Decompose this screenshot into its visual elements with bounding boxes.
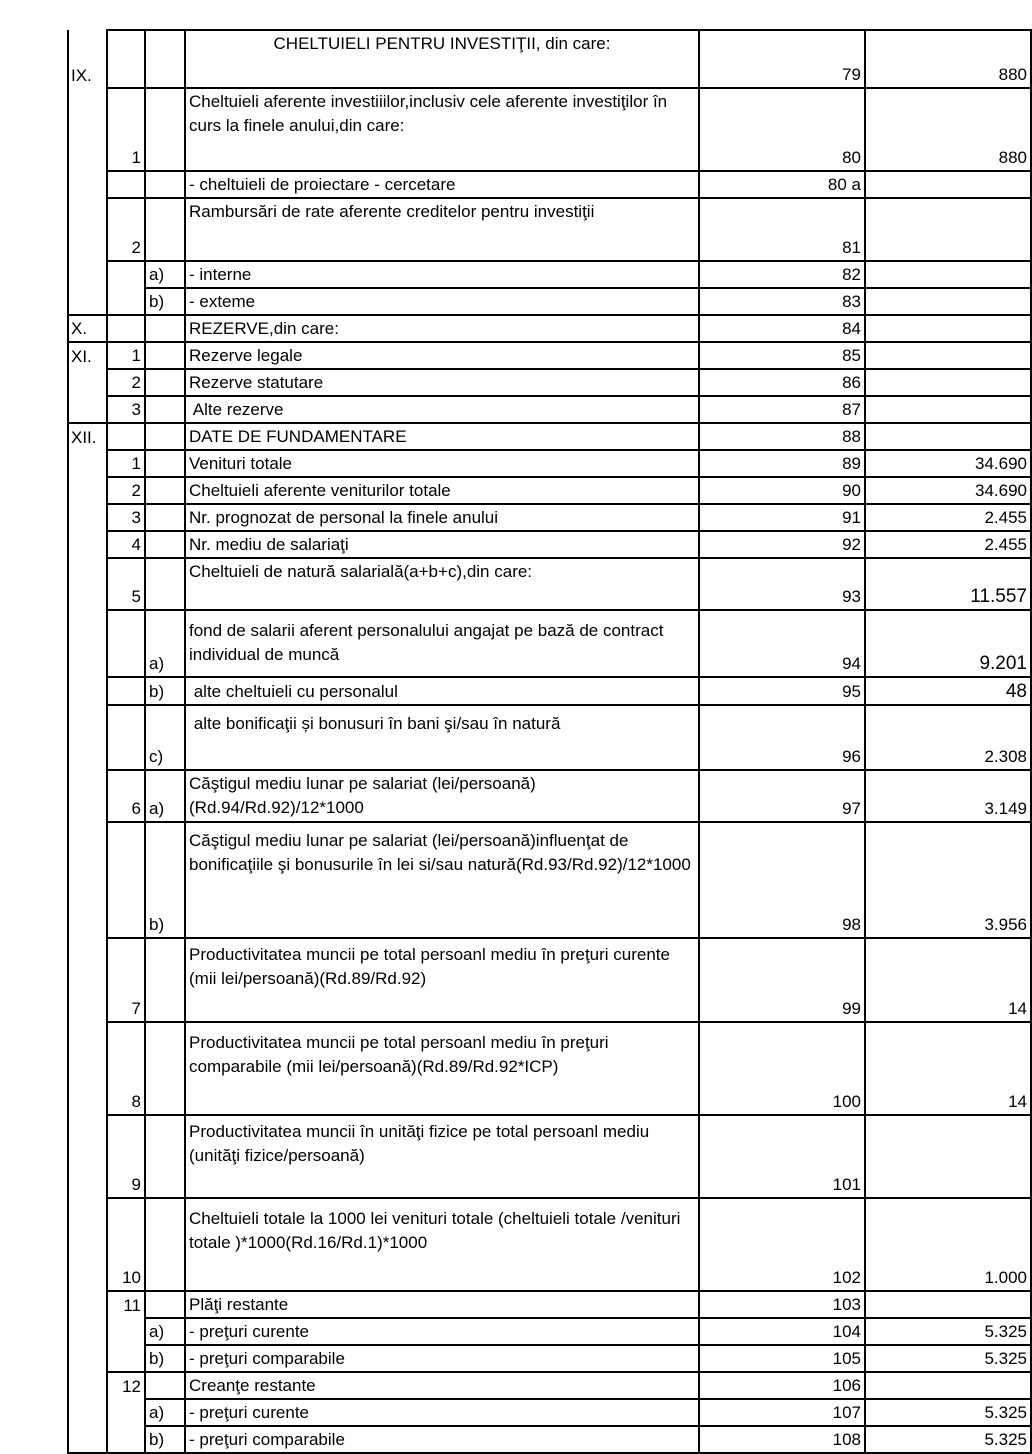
table-row [68,677,1031,705]
label-cell: Plăţi restante [185,1291,699,1318]
row-code-cell: 90 [699,477,865,504]
value-cell [865,369,1031,396]
label-cell: alte cheltuieli cu personalul [185,677,699,705]
row-code-cell: 80 a [699,171,865,198]
table-row [68,450,1031,477]
table-row [68,261,1031,288]
roman-cell [68,1198,107,1291]
table-row [68,369,1031,396]
value-cell [865,288,1031,315]
roman-cell [68,558,107,610]
roman-cell [68,450,107,477]
item-number-cell [107,288,145,315]
table-row [68,315,1031,342]
row-code-cell: 91 [699,504,865,531]
label-cell: - preţuri curente [185,1399,699,1426]
table-row [68,396,1031,423]
value-cell [865,1372,1031,1399]
row-code-cell: 99 [699,938,865,1022]
label-cell: Rambursări de rate aferente creditelor pentru investiţii [185,198,699,261]
roman-cell [68,938,107,1022]
sub-letter-cell [145,315,185,342]
row-code-cell: 107 [699,1399,865,1426]
sub-letter-cell [145,423,185,450]
sub-letter-cell [145,88,185,171]
table-row [68,822,1031,938]
sub-letter-cell: b) [145,288,185,315]
label-cell: Căştigul mediu lunar pe salariat (lei/persoană)(Rd.94/Rd.92)/12*1000 [185,770,699,822]
value-cell: 5.325 [865,1345,1031,1372]
item-number-cell: 8 [107,1022,145,1115]
item-number-cell [107,705,145,770]
row-code-cell: 103 [699,1291,865,1318]
sub-letter-cell: b) [145,822,185,938]
label-cell: Cheltuieli aferente veniturilor totale [185,477,699,504]
value-cell [865,342,1031,369]
table-row [68,171,1031,198]
item-number-cell: 1 [107,450,145,477]
row-code-cell: 89 [699,450,865,477]
sub-letter-cell [145,938,185,1022]
value-cell: 3.149 [865,770,1031,822]
roman-cell [68,1372,107,1399]
table-row [68,198,1031,261]
roman-cell [68,369,107,396]
row-code-cell: 94 [699,610,865,677]
sub-letter-cell [145,1198,185,1291]
label-cell: Nr. mediu de salariaţi [185,531,699,558]
label-cell: - preţuri comparabile [185,1426,699,1453]
item-number-cell: 4 [107,531,145,558]
value-cell: 34.690 [865,477,1031,504]
value-cell: 1.000 [865,1198,1031,1291]
value-cell: 14 [865,1022,1031,1115]
row-code-cell: 105 [699,1345,865,1372]
label-cell: Cheltuieli totale la 1000 lei venituri totale (cheltuieli totale /venituri totale )*1000(Rd.16/Rd.1)*1000 [185,1198,699,1291]
roman-cell [68,198,107,261]
sub-letter-cell: a) [145,770,185,822]
row-code-cell: 85 [699,342,865,369]
roman-cell [68,171,107,198]
table-row [68,1345,1031,1372]
budget-table-body [68,30,1031,1453]
table-row [68,30,1031,88]
row-code-cell: 106 [699,1372,865,1399]
sub-letter-cell [145,1372,185,1399]
item-number-cell: 6 [107,770,145,822]
table-row [68,342,1031,369]
table-row [68,288,1031,315]
roman-cell [68,677,107,705]
value-cell: 9.201 [865,610,1031,677]
sub-letter-cell: b) [145,1345,185,1372]
value-cell: 2.308 [865,705,1031,770]
item-number-cell: 5 [107,558,145,610]
label-cell: Productivitatea muncii în unităţi fizice pe total persoanl mediu (unităţi fizice/persoană) [185,1115,699,1198]
sub-letter-cell [145,450,185,477]
sub-letter-cell [145,504,185,531]
item-number-cell [107,677,145,705]
label-cell: fond de salarii aferent personalului angajat pe bază de contract individual de muncă [185,610,699,677]
roman-cell: X. [68,315,107,342]
row-code-cell: 100 [699,1022,865,1115]
table-row [68,1198,1031,1291]
item-number-cell: 9 [107,1115,145,1198]
roman-cell [68,822,107,938]
roman-cell [68,531,107,558]
row-code-cell: 96 [699,705,865,770]
item-number-cell: 10 [107,1198,145,1291]
row-code-cell: 104 [699,1318,865,1345]
label-cell: CHELTUIELI PENTRU INVESTIŢII, din care: [185,30,699,88]
sub-letter-cell [145,369,185,396]
value-cell: 48 [865,677,1031,705]
row-code-cell: 81 [699,198,865,261]
row-code-cell: 84 [699,315,865,342]
label-cell: Rezerve legale [185,342,699,369]
row-code-cell: 82 [699,261,865,288]
row-code-cell: 101 [699,1115,865,1198]
label-cell: Rezerve statutare [185,369,699,396]
row-code-cell: 102 [699,1198,865,1291]
budget-table-sheet [67,29,1027,1454]
label-cell: - preţuri curente [185,1318,699,1345]
label-cell: Venituri totale [185,450,699,477]
sub-letter-cell [145,558,185,610]
sub-letter-cell: a) [145,1399,185,1426]
table-row [68,423,1031,450]
table-row [68,1426,1031,1453]
value-cell: 3.956 [865,822,1031,938]
roman-cell: IX. [68,30,107,88]
label-cell: DATE DE FUNDAMENTARE [185,423,699,450]
table-row [68,938,1031,1022]
value-cell: 880 [865,88,1031,171]
roman-cell: XII. [68,423,107,450]
row-code-cell: 87 [699,396,865,423]
roman-cell [68,770,107,822]
table-row [68,1372,1031,1399]
label-cell: - preţuri comparabile [185,1345,699,1372]
roman-cell [68,705,107,770]
item-number-cell [107,1399,145,1426]
roman-cell [68,1345,107,1372]
item-number-cell [107,423,145,450]
sub-letter-cell [145,1291,185,1318]
roman-cell [68,1291,107,1318]
label-cell: Nr. prognozat de personal la finele anului [185,504,699,531]
row-code-cell: 95 [699,677,865,705]
item-number-cell: 3 [107,504,145,531]
label-cell: Căştigul mediu lunar pe salariat (lei/persoană)influenţat de bonificaţiile şi bonusurile în lei si/sau natură(Rd.93/Rd.92)/12*1000 [185,822,699,938]
item-number-cell: 1 [107,342,145,369]
value-cell [865,1291,1031,1318]
row-code-cell: 97 [699,770,865,822]
row-code-cell: 93 [699,558,865,610]
item-number-cell [107,822,145,938]
roman-cell [68,396,107,423]
table-row [68,504,1031,531]
item-number-cell: 7 [107,938,145,1022]
item-number-cell: 11 [107,1291,145,1318]
table-row [68,1291,1031,1318]
item-number-cell [107,610,145,677]
label-cell: Alte rezerve [185,396,699,423]
value-cell [865,423,1031,450]
label-cell: - interne [185,261,699,288]
row-code-cell: 83 [699,288,865,315]
label-cell: REZERVE,din care: [185,315,699,342]
table-row [68,770,1031,822]
value-cell [865,1115,1031,1198]
item-number-cell [107,1426,145,1453]
value-cell: 5.325 [865,1426,1031,1453]
sub-letter-cell: b) [145,677,185,705]
value-cell [865,171,1031,198]
item-number-cell [107,1345,145,1372]
value-cell: 2.455 [865,504,1031,531]
sub-letter-cell [145,30,185,88]
item-number-cell [107,261,145,288]
label-cell: alte bonificaţii și bonusuri în bani şi/sau în natură [185,705,699,770]
table-row [68,88,1031,171]
label-cell: Cheltuieli de natură salarială(a+b+c),din care: [185,558,699,610]
roman-cell [68,261,107,288]
sub-letter-cell: a) [145,1318,185,1345]
table-row [68,705,1031,770]
sub-letter-cell [145,198,185,261]
label-cell: - exteme [185,288,699,315]
label-cell: - cheltuieli de proiectare - cercetare [185,171,699,198]
value-cell [865,315,1031,342]
table-row [68,558,1031,610]
label-cell: Productivitatea muncii pe total persoanl mediu în preţuri comparabile (mii lei/persoană)(Rd.89/Rd.92*ICP) [185,1022,699,1115]
sub-letter-cell [145,342,185,369]
sub-letter-cell [145,396,185,423]
table-row [68,477,1031,504]
roman-cell [68,610,107,677]
value-cell [865,396,1031,423]
table-row [68,531,1031,558]
row-code-cell: 80 [699,88,865,171]
sub-letter-cell [145,477,185,504]
item-number-cell: 2 [107,198,145,261]
value-cell: 880 [865,30,1031,88]
item-number-cell [107,171,145,198]
row-code-cell: 88 [699,423,865,450]
item-number-cell: 1 [107,88,145,171]
item-number-cell: 2 [107,369,145,396]
value-cell: 5.325 [865,1318,1031,1345]
value-cell: 34.690 [865,450,1031,477]
table-row [68,610,1031,677]
sub-letter-cell [145,1022,185,1115]
value-cell: 2.455 [865,531,1031,558]
sub-letter-cell: b) [145,1426,185,1453]
item-number-cell [107,315,145,342]
sub-letter-cell: a) [145,610,185,677]
roman-cell [68,1399,107,1426]
item-number-cell: 2 [107,477,145,504]
value-cell: 5.325 [865,1399,1031,1426]
value-cell [865,198,1031,261]
label-cell: Productivitatea muncii pe total persoanl mediu în preţuri curente (mii lei/persoană)(Rd.89/Rd.92) [185,938,699,1022]
sub-letter-cell: a) [145,261,185,288]
item-number-cell [107,1318,145,1345]
sub-letter-cell [145,531,185,558]
value-cell [865,261,1031,288]
sub-letter-cell: c) [145,705,185,770]
table-row [68,1399,1031,1426]
row-code-cell: 98 [699,822,865,938]
roman-cell: XI. [68,342,107,369]
roman-cell [68,1426,107,1453]
roman-cell [68,288,107,315]
row-code-cell: 92 [699,531,865,558]
table-row [68,1022,1031,1115]
item-number-cell: 12 [107,1372,145,1399]
label-cell: Creanţe restante [185,1372,699,1399]
item-number-cell [107,30,145,88]
budget-table [67,29,1032,1454]
row-code-cell: 79 [699,30,865,88]
row-code-cell: 108 [699,1426,865,1453]
value-cell: 14 [865,938,1031,1022]
table-row [68,1318,1031,1345]
row-code-cell: 86 [699,369,865,396]
item-number-cell: 3 [107,396,145,423]
value-cell: 11.557 [865,558,1031,610]
roman-cell [68,504,107,531]
roman-cell [68,477,107,504]
roman-cell [68,1115,107,1198]
roman-cell [68,1318,107,1345]
table-row [68,1115,1031,1198]
sub-letter-cell [145,171,185,198]
roman-cell [68,88,107,171]
sub-letter-cell [145,1115,185,1198]
label-cell: Cheltuieli aferente investiiilor,inclusiv cele aferente investiţilor în curs la finele anului,din care: [185,88,699,171]
roman-cell [68,1022,107,1115]
